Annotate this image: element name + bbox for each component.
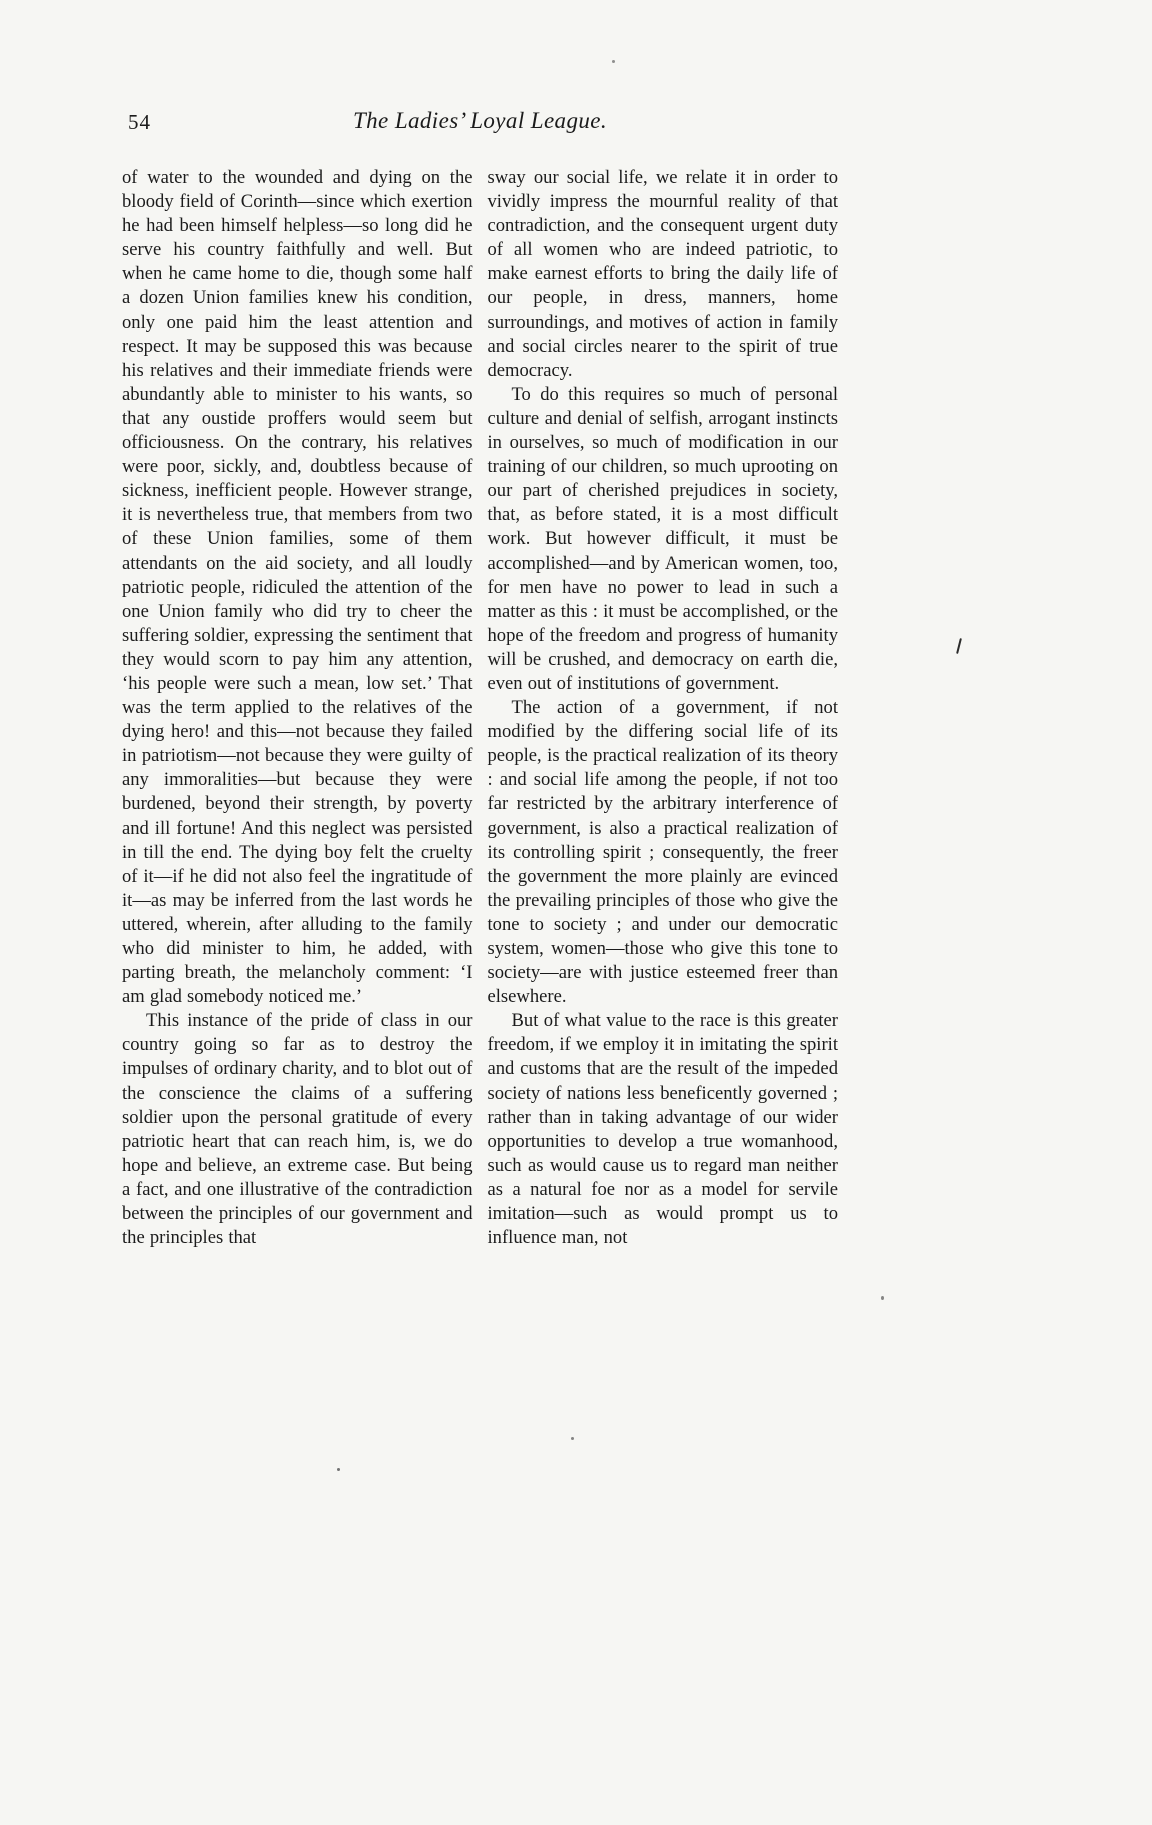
page-content [122, 106, 838, 1250]
paragraph: To do this requires so much of personal culture and denial of selfish, arrogant instincts in ourselves, so much of modification in our training of our children, so much uprooting on our part of cherished prejudices in society, that, as before stated, it is a most difficult work. But however difficult, it must be accomplished—and by American women, too, for men have no power to lead in such a matter as this : it must be accomplished, or the hope of the freedom and progress of humanity will be crushed, and democracy on earth die, even out of institutions of government. [487, 383, 838, 694]
scan-artifact [612, 60, 615, 63]
scan-artifact [571, 1437, 574, 1440]
paragraph: This instance of the pride of class in our country going so far as to destroy the impulses of ordinary charity, and to blot out of the conscience the claims of a suffering soldier upon the personal gratitude of every patriotic heart that can reach him, is, we do hope and believe, an extreme case. But being a fact, and one illustrative of the contradiction between the principles of our government and the principles that [122, 1010, 473, 1249]
paragraph-continuation: of water to the wounded and dying on the bloody field of Corinth—since which exertion he had been himself helpless—so long did he serve his country faithfully and well. But when he came home to die, though some half a dozen Union families knew his condition, only one paid him the least attention and respect. It may be supposed this was because his relatives and their immediate friends were abundantly able to minister to his wants, so that any oustide proffers would seem but officiousness. On the contrary, his relatives were poor, sickly, and, doubtless because of sickness, inefficient people. However strange, it is nevertheless true, that members from two of these Union families, some of them attendants on the aid society, and all loudly patriotic people, ridiculed the attention of the one Union family who did try to cheer the suffering soldier, expressing the sentiment that they would scorn to pay him any attention, ‘his people were such a mean, low set.’ That was the term applied to the relatives of the dying hero! and this—not because they failed in patriotism—not because they were guilty of any immoralities—but because they were burdened, beyond their strength, by poverty and ill fortune! And this neglect was persisted in till the end. The dying boy felt the cruelty of it—if he did not also feel the ingratitude of it—as may be inferred from the last words he uttered, wherein, after alluding to the family who did minister to him, he added, with parting breath, the melancholy comment: ‘I am glad somebody noticed me.’ [122, 167, 473, 1008]
paragraph: The action of a government, if not modified by the differing social life of its people, is the practical realization of its theory : and social life among the people, if not too far restricted by the arbitrary interference of government, is also a practical realization of its controlling spirit ; consequently, the freer the government the more plainly are evinced the prevailing principles of those who give the tone to society ; and under our democratic system, women—those who give this tone to society—are with justice esteemed freer than elsewhere. [487, 697, 838, 1008]
scan-artifact [881, 1296, 884, 1300]
running-title: The Ladies’ Loyal League. [352, 108, 608, 133]
paragraph-continuation: sway our social life, we relate it in order to vividly impress the mournful reality of that contradiction, and the consequent urgent duty of all women who are indeed patriotic, to make earnest efforts to bring the daily life of our people, in dress, manners, home surroundings, and motives of action in family and social circles nearer to the spirit of true democracy. [487, 167, 838, 381]
right-column [488, 166, 839, 1250]
left-column [122, 166, 473, 1250]
scan-artifact [956, 638, 962, 654]
paragraph: But of what value to the race is this greater freedom, if we employ it in imitating the spirit and customs that are the result of the impeded society of nations less beneficently governed ; rather than in taking advantage of our wider opportunities to develop a true womanhood, such as would cause us to regard man neither as a natural foe nor as a model for servile imitation—such as would prompt us to influence man, not [487, 1010, 838, 1249]
running-head [122, 106, 838, 142]
scan-artifact [337, 1468, 340, 1471]
text-columns [122, 166, 838, 1250]
page-number: 54 [128, 110, 151, 134]
